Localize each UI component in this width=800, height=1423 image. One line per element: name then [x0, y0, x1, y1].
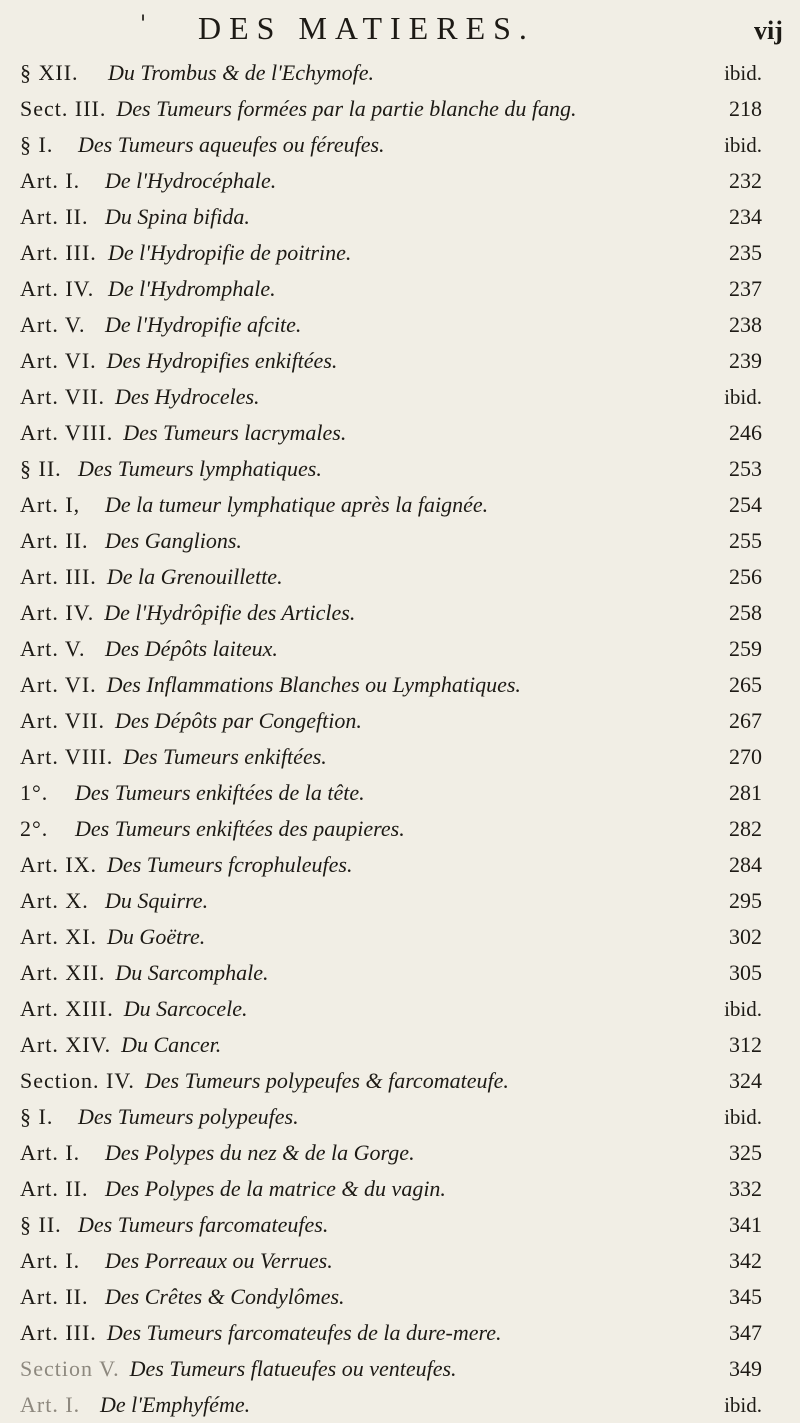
entry-number: Art. II. — [20, 528, 89, 553]
entry-page-number: 267 — [729, 708, 762, 733]
entry-number: Art. II. — [20, 1284, 89, 1309]
entry-page-number: 332 — [729, 1176, 762, 1201]
entry-page-number: ibid. — [724, 997, 762, 1021]
entry-number: Art. III. — [20, 564, 97, 589]
entry-title: Du Goëtre. — [107, 924, 206, 949]
entry-page-number: 347 — [729, 1320, 762, 1345]
entry-title: Des Tumeurs polypeufes & farcomateufe. — [144, 1068, 509, 1093]
entry-number: § II. — [20, 1212, 62, 1237]
entry-title: Des Tumeurs enkiftées des paupieres. — [75, 816, 405, 841]
entry-number: Section V. — [20, 1356, 120, 1381]
entry-title: Des Crêtes & Condylômes. — [105, 1284, 345, 1309]
entry-number: Art. XIII. — [20, 996, 114, 1021]
running-title: DES MATIERES. — [198, 10, 535, 46]
entry-title: Des Tumeurs flatueufes ou venteufes. — [129, 1356, 457, 1381]
entry-title: Des Tumeurs lacrymales. — [123, 420, 347, 445]
entry-page-number: 239 — [729, 348, 762, 373]
entry-title: Des Tumeurs enkiftées de la tête. — [75, 780, 365, 805]
entry-number: Art. VI. — [20, 672, 97, 697]
entry-title: Des Tumeurs enkiftées. — [123, 744, 327, 769]
toc-entry — [0, 667, 800, 703]
entry-page-number: 312 — [729, 1032, 762, 1057]
entry-title: De la Grenouillette. — [106, 564, 283, 589]
toc-entry — [0, 127, 800, 163]
entry-title: Des Polypes de la matrice & du vagin. — [105, 1176, 446, 1201]
toc-entry — [0, 559, 800, 595]
entry-number: § II. — [20, 456, 62, 481]
toc-entry — [0, 991, 800, 1027]
entry-title: Des Tumeurs farcomateufes de la dure-mere. — [106, 1320, 502, 1345]
toc-entry — [0, 1279, 800, 1315]
entry-title: Des Tumeurs polypeufes. — [78, 1104, 299, 1129]
entry-page-number: 256 — [729, 564, 762, 589]
entry-number: Sect. III. — [20, 96, 107, 121]
toc-entry — [0, 739, 800, 775]
entry-page-number: 341 — [729, 1212, 762, 1237]
entry-number: Art. VIII. — [20, 420, 114, 445]
entry-number: Art. VII. — [20, 384, 105, 409]
entry-page-number: 302 — [729, 924, 762, 949]
entry-title: De l'Hydropifie afcite. — [105, 312, 302, 337]
toc-entry — [0, 1351, 800, 1387]
toc-entry — [0, 1063, 800, 1099]
running-header — [0, 10, 800, 50]
entry-number: Art. VI. — [20, 348, 97, 373]
entry-page-number: 345 — [729, 1284, 762, 1309]
entry-number: Art. XI. — [20, 924, 98, 949]
entry-number: 2°. — [20, 816, 49, 841]
entry-page-number: 284 — [729, 852, 762, 877]
entry-title: Du Sarcocele. — [123, 996, 248, 1021]
toc-entry — [0, 847, 800, 883]
entry-number: Art. II. — [20, 204, 89, 229]
toc-entry — [0, 1171, 800, 1207]
entry-page-number: ibid. — [724, 61, 762, 85]
entry-page-number: 234 — [729, 204, 762, 229]
entry-title: Du Trombus & de l'Echymofe. — [108, 60, 375, 85]
entry-page-number: 238 — [729, 312, 762, 337]
toc-entry — [0, 271, 800, 307]
toc-entry — [0, 1387, 800, 1423]
toc-entry — [0, 163, 800, 199]
entry-page-number: 325 — [729, 1140, 762, 1165]
entry-number: § I. — [20, 132, 54, 157]
toc-entry — [0, 523, 800, 559]
toc-entry — [0, 55, 800, 91]
toc-entry — [0, 1099, 800, 1135]
entry-page-number: 349 — [729, 1356, 762, 1381]
toc-entry — [0, 1207, 800, 1243]
entry-page-number: 246 — [729, 420, 762, 445]
entry-page-number: 265 — [729, 672, 762, 697]
entry-title: De la tumeur lymphatique après la faignée. — [105, 492, 489, 517]
entry-title: Des Tumeurs lymphatiques. — [78, 456, 322, 481]
entry-page-number: 253 — [729, 456, 762, 481]
toc-entry — [0, 631, 800, 667]
entry-title: Des Tumeurs formées par la partie blanche du fang. — [116, 96, 577, 121]
entry-number: Art. I. — [20, 1248, 81, 1273]
entry-page-number: 255 — [729, 528, 762, 553]
toc-entry — [0, 1243, 800, 1279]
entry-title: Des Porreaux ou Verrues. — [105, 1248, 333, 1273]
entry-title: Des Dépôts laiteux. — [105, 636, 278, 661]
entry-number: Art. III. — [20, 240, 97, 265]
entry-page-number: 282 — [729, 816, 762, 841]
entry-title: Du Spina bifida. — [105, 204, 250, 229]
entry-page-number: 259 — [729, 636, 762, 661]
header-mark: ' — [140, 12, 147, 37]
entry-number: Art. XIV. — [20, 1032, 112, 1057]
entry-page-number: 235 — [729, 240, 762, 265]
entry-title: De l'Hydrocéphale. — [105, 168, 277, 193]
toc-entry — [0, 415, 800, 451]
entry-title: Des Tumeurs fcrophuleufes. — [107, 852, 353, 877]
toc-entry — [0, 1027, 800, 1063]
entry-page-number: 218 — [729, 96, 762, 121]
entry-page-number: 295 — [729, 888, 762, 913]
toc-entry — [0, 91, 800, 127]
entry-number: Art. X. — [20, 888, 89, 913]
toc-entry — [0, 343, 800, 379]
entry-title: Des Inflammations Blanches ou Lymphatiques. — [106, 672, 521, 697]
toc-entry — [0, 595, 800, 631]
entry-page-number: 232 — [729, 168, 762, 193]
entry-title: Des Ganglions. — [105, 528, 242, 553]
entry-number: Section. IV. — [20, 1068, 135, 1093]
toc-entry — [0, 1315, 800, 1351]
entry-number: Art. I. — [20, 168, 81, 193]
toc-entry — [0, 379, 800, 415]
entry-title: Des Hydroceles. — [114, 384, 260, 409]
page-folio: vij — [754, 16, 783, 45]
entry-page-number: 237 — [729, 276, 762, 301]
entry-page-number: ibid. — [724, 1393, 762, 1417]
entry-page-number: 342 — [729, 1248, 762, 1273]
entry-number: § XII. — [20, 60, 79, 85]
entry-title: Des Tumeurs farcomateufes. — [78, 1212, 329, 1237]
entry-page-number: 305 — [729, 960, 762, 985]
entry-number: § I. — [20, 1104, 54, 1129]
entry-title: De l'Emphyféme. — [100, 1392, 251, 1417]
toc-entry — [0, 775, 800, 811]
entry-number: Art. IV. — [20, 276, 95, 301]
entry-number: Art. IX. — [20, 852, 98, 877]
entry-page-number: 324 — [729, 1068, 762, 1093]
entry-title: Des Tumeurs aqueufes ou féreufes. — [78, 132, 385, 157]
entry-number: Art. VIII. — [20, 744, 114, 769]
entry-title: Des Polypes du nez & de la Gorge. — [105, 1140, 415, 1165]
entry-number: Art. V. — [20, 636, 86, 661]
entry-title: De l'Hydrôpifie des Articles. — [104, 600, 356, 625]
entry-number: Art. VII. — [20, 708, 105, 733]
entry-page-number: 254 — [729, 492, 762, 517]
entry-page-number: 258 — [729, 600, 762, 625]
toc-entry — [0, 811, 800, 847]
toc-entry — [0, 703, 800, 739]
entry-title: Du Cancer. — [121, 1032, 222, 1057]
entry-number: Art. IV. — [20, 600, 95, 625]
entry-number: Art. I. — [20, 1392, 81, 1417]
entry-number: Art. III. — [20, 1320, 97, 1345]
entry-number: 1°. — [20, 780, 49, 805]
entry-title: Des Dépôts par Congeftion. — [114, 708, 362, 733]
entry-number: Art. I, — [20, 492, 81, 517]
entry-title: Du Squirre. — [105, 888, 209, 913]
toc-entry — [0, 883, 800, 919]
entry-page-number: ibid. — [724, 1105, 762, 1129]
toc-entry — [0, 1135, 800, 1171]
entry-title: De l'Hydropifie de poitrine. — [108, 240, 352, 265]
toc-entry — [0, 487, 800, 523]
entry-page-number: 270 — [729, 744, 762, 769]
toc-entry — [0, 235, 800, 271]
toc-entry — [0, 199, 800, 235]
toc-entry — [0, 451, 800, 487]
toc-entry — [0, 955, 800, 991]
entry-page-number: ibid. — [724, 385, 762, 409]
entry-title: Du Sarcomphale. — [115, 960, 269, 985]
entry-title: Des Hydropifies enkiftées. — [106, 348, 338, 373]
entry-page-number: ibid. — [724, 133, 762, 157]
table-of-contents — [0, 55, 800, 1423]
entry-number: Art. XII. — [20, 960, 106, 985]
entry-number: Art. I. — [20, 1140, 81, 1165]
toc-entry — [0, 919, 800, 955]
entry-title: De l'Hydromphale. — [108, 276, 276, 301]
entry-number: Art. II. — [20, 1176, 89, 1201]
entry-page-number: 281 — [729, 780, 762, 805]
entry-number: Art. V. — [20, 312, 86, 337]
toc-entry — [0, 307, 800, 343]
